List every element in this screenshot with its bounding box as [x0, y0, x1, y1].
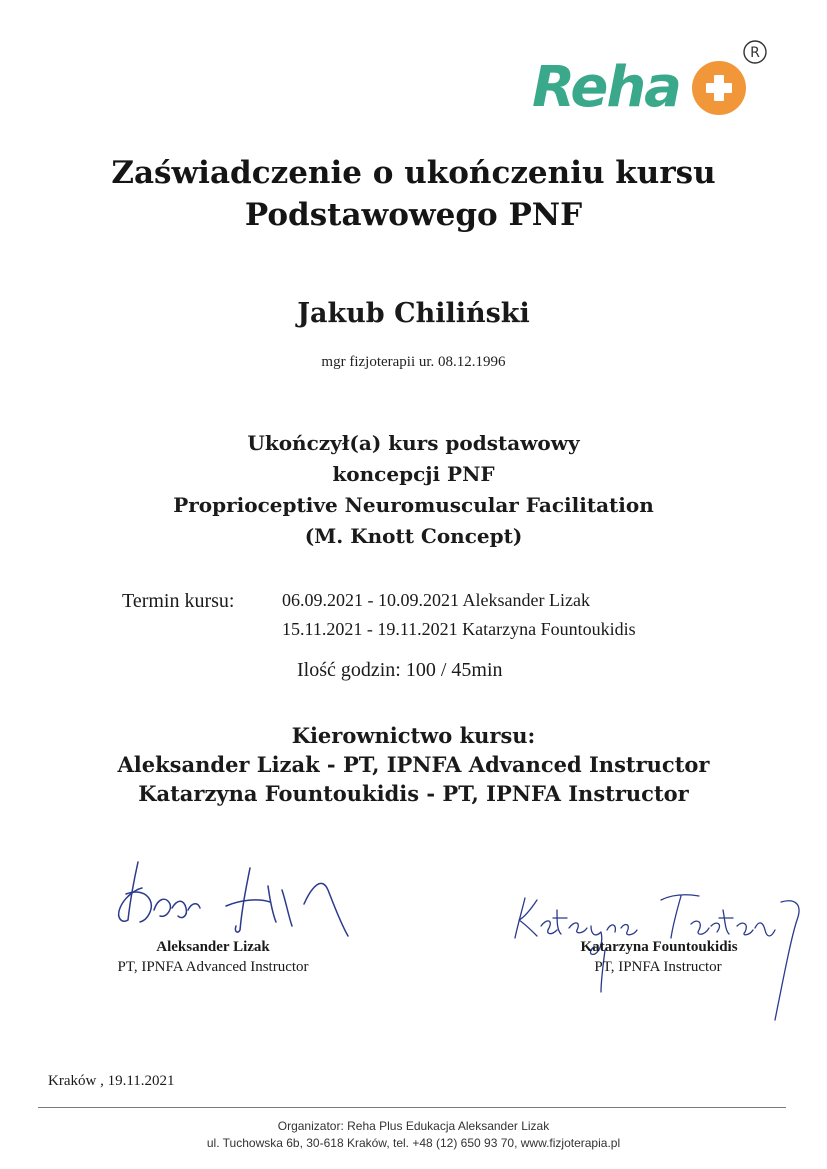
registered-mark-letter: R — [750, 45, 760, 61]
course-description — [0, 428, 827, 552]
place-and-date: Kraków , 19.11.2021 — [48, 1073, 175, 1089]
signature-right-role: PT, IPNFA Instructor — [594, 959, 722, 975]
course-hours: Ilość godzin: 100 / 45min — [297, 659, 503, 681]
footer-divider — [38, 1107, 786, 1108]
management-line-2: Katarzyna Fountoukidis - PT, IPNFA Instructor — [138, 781, 689, 806]
signature-right-name: Katarzyna Fountoukidis — [580, 939, 738, 955]
signature-left-name: Aleksander Lizak — [156, 939, 270, 955]
course-management — [0, 721, 827, 808]
term-session-1: 06.09.2021 - 10.09.2021 Aleksander Lizak — [282, 590, 590, 610]
certificate-title — [0, 152, 827, 236]
title-line-2: Podstawowego PNF — [244, 197, 583, 233]
management-line-1: Aleksander Lizak - PT, IPNFA Advanced Instructor — [117, 752, 710, 777]
management-heading: Kierownictwo kursu: — [291, 723, 536, 748]
footer-address: ul. Tuchowska 6b, 30-618 Kraków, tel. +48 (12) 650 93 70, www.fizjoterapia.pl — [206, 1136, 621, 1150]
term-session-2: 15.11.2021 - 19.11.2021 Katarzyna Fountoukidis — [282, 619, 636, 639]
logo-wordmark: Reha — [532, 55, 680, 120]
course-line-2: koncepcji PNF — [332, 462, 495, 486]
title-line-1: Zaświadczenie o ukończeniu kursu — [111, 155, 716, 191]
footer-organizer: Organizator: Reha Plus Edukacja Aleksander Lizak — [277, 1119, 550, 1133]
course-line-4: (M. Knott Concept) — [304, 524, 523, 548]
signature-left-role: PT, IPNFA Advanced Instructor — [117, 959, 309, 975]
recipient-name: Jakub Chiliński — [297, 298, 530, 329]
recipient-details: mgr fizjoterapii ur. 08.12.1996 — [321, 354, 506, 370]
term-label: Termin kursu: — [122, 590, 235, 612]
course-line-3: Proprioceptive Neuromuscular Facilitation — [173, 493, 654, 517]
signature-left-handwriting — [108, 850, 368, 940]
footer — [0, 1118, 827, 1152]
reha-plus-logo — [528, 40, 778, 120]
course-line-1: Ukończył(a) kurs podstawowy — [247, 431, 580, 455]
